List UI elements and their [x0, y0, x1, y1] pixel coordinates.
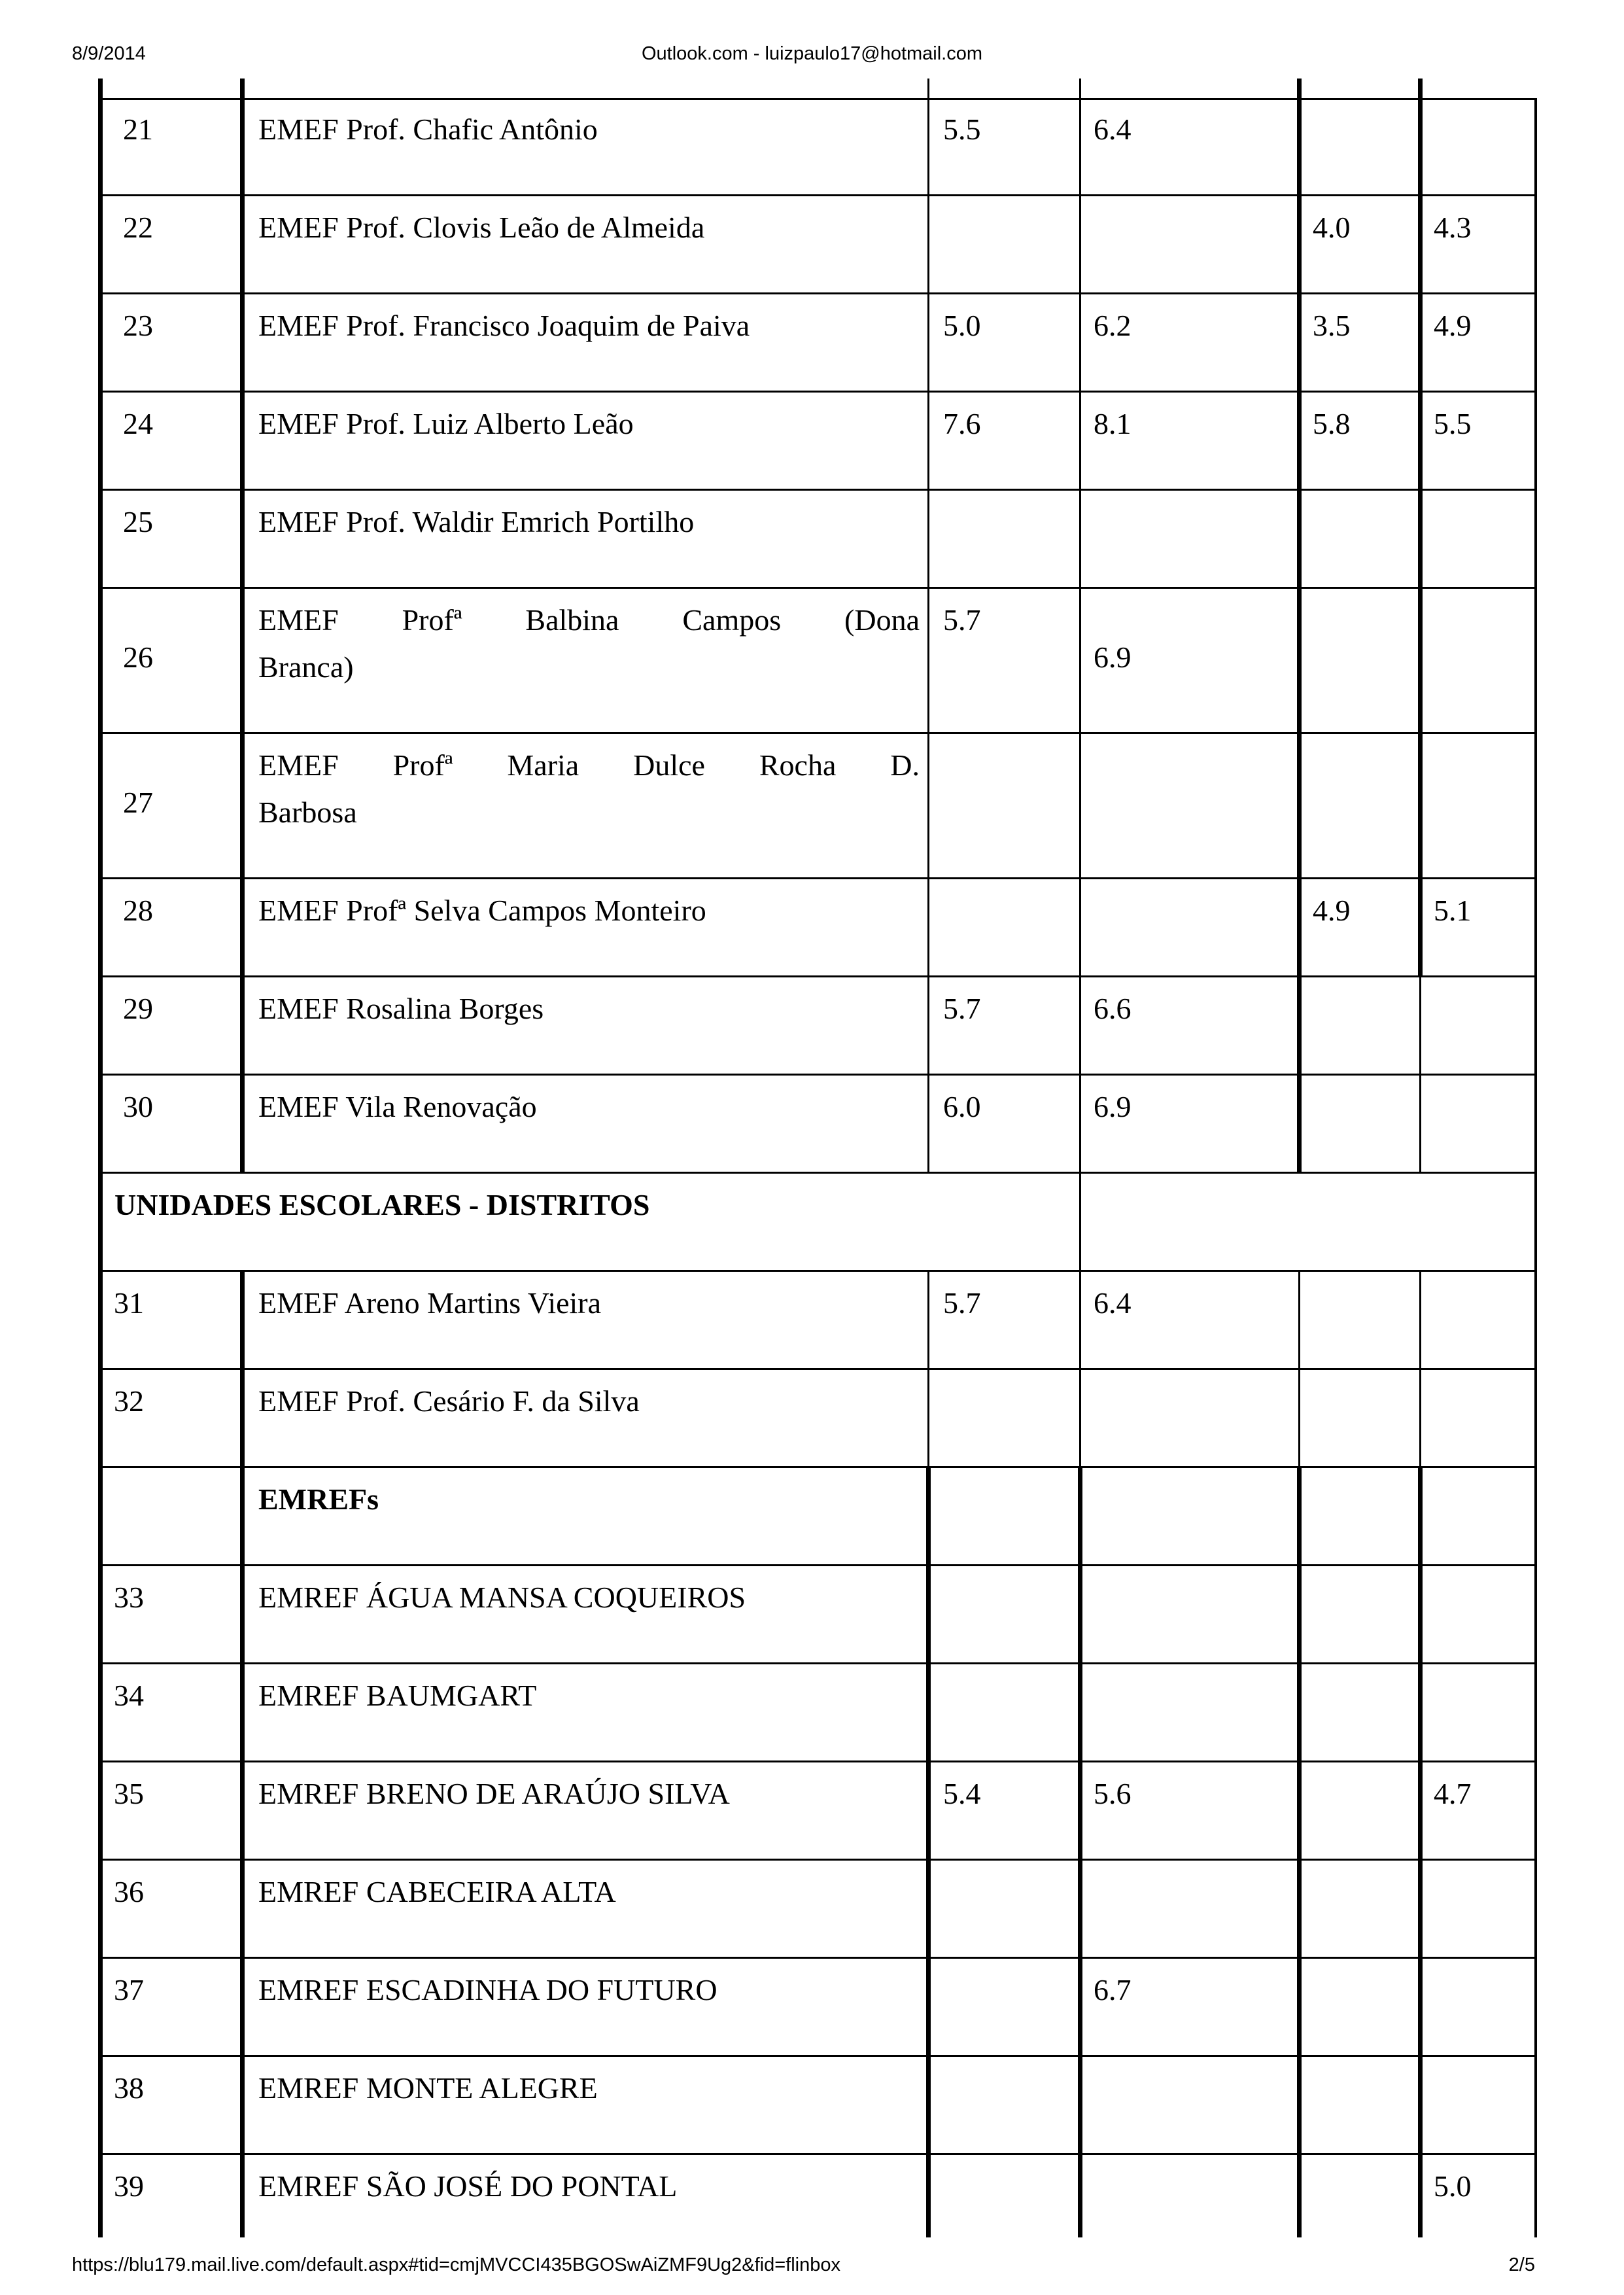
score-1: 5.0: [943, 309, 981, 342]
score-4: 4.9: [1434, 309, 1472, 342]
score-2: 5.6: [1094, 1777, 1132, 1810]
row-number: 30: [123, 1090, 153, 1123]
score-3: [1298, 2057, 1419, 2153]
score-2: 6.4: [1094, 113, 1132, 146]
table-row: [98, 589, 1537, 734]
school-name: EMEF Prof. Chafic Antônio: [258, 113, 598, 146]
row-number: 29: [123, 992, 153, 1025]
table-row: [98, 1762, 1537, 1861]
table-row: [98, 1566, 1537, 1664]
school-name: [242, 589, 929, 732]
score-3: [1298, 1272, 1419, 1368]
score-2: [1079, 2057, 1298, 2153]
score-3: [1298, 977, 1419, 1074]
score-4: [1419, 98, 1537, 194]
score-3: [1298, 734, 1419, 877]
left-border: [98, 79, 103, 2237]
right-border: [1534, 98, 1537, 2237]
score-3: [1298, 98, 1419, 194]
col-divider-4: [1419, 1272, 1421, 1468]
school-name: [242, 734, 929, 877]
score-1: 5.7: [943, 992, 981, 1025]
school-name: EMEF Prof. Waldir Emrich Portilho: [258, 505, 695, 538]
score-4: [1419, 734, 1537, 877]
school-name: EMREF CABECEIRA ALTA: [258, 1875, 616, 1908]
row-number: 24: [123, 407, 153, 440]
subsection-title: EMREFs: [258, 1482, 379, 1516]
row-number: 34: [114, 1679, 144, 1712]
score-2: [1079, 2155, 1298, 2237]
score-1: [929, 2155, 1079, 2237]
school-name-line-2: Branca): [258, 650, 354, 684]
score-4: [1419, 1272, 1537, 1368]
score-4: 5.0: [1434, 2169, 1472, 2203]
table-row: [98, 1861, 1537, 1959]
score-1: [929, 734, 1079, 877]
score-4: [1419, 1959, 1537, 2055]
school-name: EMEF Prof. Clovis Leão de Almeida: [258, 211, 705, 244]
table-row: [98, 98, 1537, 196]
row-number: 37: [114, 1973, 144, 2006]
school-name-line-1: EMEF Profª Maria Dulce Rocha D.: [258, 748, 920, 782]
row-number: 22: [123, 211, 153, 244]
score-3: 5.8: [1313, 407, 1351, 440]
row-number: 33: [114, 1581, 144, 1614]
score-2: [1079, 1861, 1298, 1957]
page-url: https://blu179.mail.live.com/default.aspx#tid=cmjMVCCI435BGOSwAiZMF9Ug2&fid=flinbox: [72, 2254, 841, 2275]
school-name: EMREF SÃO JOSÉ DO PONTAL: [258, 2169, 678, 2203]
score-1: [929, 491, 1079, 587]
row-number: 36: [114, 1875, 144, 1908]
school-name: EMEF Prof. Francisco Joaquim de Paiva: [258, 309, 750, 342]
score-2: [1079, 1370, 1298, 1466]
row-number: 27: [123, 785, 153, 819]
score-4: [1419, 1076, 1537, 1172]
score-4: [1419, 1468, 1537, 1564]
score-1: [929, 1566, 1079, 1662]
school-name: EMREF BRENO DE ARAÚJO SILVA: [258, 1777, 730, 1810]
table-row: [98, 294, 1537, 393]
score-2: [1079, 734, 1298, 877]
score-3: [1298, 1076, 1419, 1172]
col-divider-4: [1418, 79, 1423, 977]
score-3: [1298, 2155, 1419, 2237]
table-row: [98, 2155, 1537, 2237]
table-row: [98, 1076, 1537, 1174]
score-4: 5.5: [1434, 407, 1472, 440]
col-divider-4: [1419, 977, 1421, 1174]
score-4: [1419, 589, 1537, 732]
table-row: [98, 196, 1537, 294]
score-1: [929, 1959, 1079, 2055]
school-name: EMEF Prof. Cesário F. da Silva: [258, 1384, 640, 1418]
col-divider-1: [927, 1272, 929, 1468]
score-4: [1419, 1664, 1537, 1761]
print-date: 8/9/2014: [72, 43, 146, 64]
score-1: [929, 196, 1079, 292]
row-number: 25: [123, 505, 153, 538]
section-header-row: [98, 1174, 1537, 1272]
row-number: [98, 1468, 242, 1564]
school-name: EMEF Profª Selva Campos Monteiro: [258, 894, 706, 927]
score-1: 5.5: [943, 113, 981, 146]
row-number: 31: [114, 1286, 144, 1320]
school-name: EMREF ÁGUA MANSA COQUEIROS: [258, 1581, 746, 1614]
score-3: [1298, 1566, 1419, 1662]
score-3: [1298, 1370, 1419, 1466]
row-number: 23: [123, 309, 153, 342]
num-name-divider: [240, 79, 245, 1174]
col-divider-3: [1297, 79, 1302, 1174]
subsection-row: [98, 1468, 1537, 1566]
score-2: [1079, 1566, 1298, 1662]
score-2: 6.2: [1094, 309, 1132, 342]
score-1: [929, 1664, 1079, 1761]
row-number: 35: [114, 1777, 144, 1810]
score-4: 4.7: [1434, 1777, 1472, 1810]
table-row: [98, 1272, 1537, 1370]
score-4: [1419, 1370, 1537, 1466]
col-divider-2: [1079, 79, 1081, 1468]
score-4: [1419, 491, 1537, 587]
school-name-line-1: EMEF Profª Balbina Campos (Dona: [258, 603, 920, 637]
row-number: 38: [114, 2071, 144, 2105]
results-table: [98, 98, 1537, 2237]
table-row: [98, 879, 1537, 977]
row-number: 39: [114, 2169, 144, 2203]
table-row: [98, 393, 1537, 491]
score-2: [1079, 1468, 1298, 1564]
page-title: Outlook.com - luizpaulo17@hotmail.com: [641, 43, 983, 64]
row-number: 26: [123, 640, 153, 674]
school-name: EMEF Prof. Luiz Alberto Leão: [258, 407, 634, 440]
score-1: 7.6: [943, 407, 981, 440]
table-row: [98, 734, 1537, 879]
score-1: [929, 2057, 1079, 2153]
score-2: 6.4: [1094, 1286, 1132, 1320]
score-2: [1079, 491, 1298, 587]
school-name: EMEF Rosalina Borges: [258, 992, 544, 1025]
col-divider-4-thick: [1418, 1468, 1423, 2237]
table-row: [98, 1664, 1537, 1762]
school-name-line-2: Barbosa: [258, 796, 357, 829]
score-3: [1298, 1664, 1419, 1761]
score-4: [1419, 1566, 1537, 1662]
score-1: [929, 1861, 1079, 1957]
table-row: [98, 1370, 1537, 1468]
table-row: [98, 977, 1537, 1076]
num-name-divider: [240, 1272, 245, 2237]
table-row: [98, 2057, 1537, 2155]
score-4: [1419, 977, 1537, 1074]
score-2: [1079, 879, 1298, 975]
score-4: 4.3: [1434, 211, 1472, 244]
score-2: 8.1: [1094, 407, 1132, 440]
score-2: 6.9: [1094, 1090, 1132, 1123]
section-title: UNIDADES ESCOLARES - DISTRITOS: [114, 1188, 650, 1221]
col-divider-3: [1298, 1272, 1300, 1468]
score-1: 5.7: [943, 1286, 981, 1320]
score-3: 4.0: [1313, 211, 1351, 244]
score-4: 5.1: [1434, 894, 1472, 927]
score-2: 6.7: [1094, 1973, 1132, 2006]
school-name: EMEF Vila Renovação: [258, 1090, 537, 1123]
score-1: 6.0: [943, 1090, 981, 1123]
score-3: 4.9: [1313, 894, 1351, 927]
col-divider-1-thick: [926, 1468, 931, 2237]
col-divider-1: [927, 79, 929, 1174]
score-3: 3.5: [1313, 309, 1351, 342]
score-1: [929, 1468, 1079, 1564]
score-3: [1298, 589, 1419, 732]
score-1: 5.7: [943, 603, 981, 637]
table-row: [98, 491, 1537, 589]
score-3: [1298, 1468, 1419, 1564]
table-row: [98, 1959, 1537, 2057]
row-number: 28: [123, 894, 153, 927]
score-2: [1079, 196, 1298, 292]
score-2: 6.9: [1094, 640, 1132, 674]
score-3: [1298, 1861, 1419, 1957]
school-name: EMREF BAUMGART: [258, 1679, 537, 1712]
school-name: EMREF MONTE ALEGRE: [258, 2071, 598, 2105]
row-number: 32: [114, 1384, 144, 1418]
score-1: [929, 879, 1079, 975]
score-3: [1298, 1959, 1419, 2055]
score-4: [1419, 1861, 1537, 1957]
score-3: [1298, 1762, 1419, 1859]
col-divider-2-thick: [1078, 1468, 1082, 2237]
school-name: EMEF Areno Martins Vieira: [258, 1286, 602, 1320]
col-divider-3-thick: [1297, 1468, 1302, 2237]
school-name: EMREF ESCADINHA DO FUTURO: [258, 1973, 717, 2006]
score-3: [1298, 491, 1419, 587]
score-1: 5.4: [943, 1777, 981, 1810]
page-number: 2/5: [1508, 2254, 1535, 2275]
score-2: [1079, 1664, 1298, 1761]
score-2: 6.6: [1094, 992, 1132, 1025]
row-number: 21: [123, 113, 153, 146]
score-4: [1419, 2057, 1537, 2153]
score-1: [929, 1370, 1079, 1466]
